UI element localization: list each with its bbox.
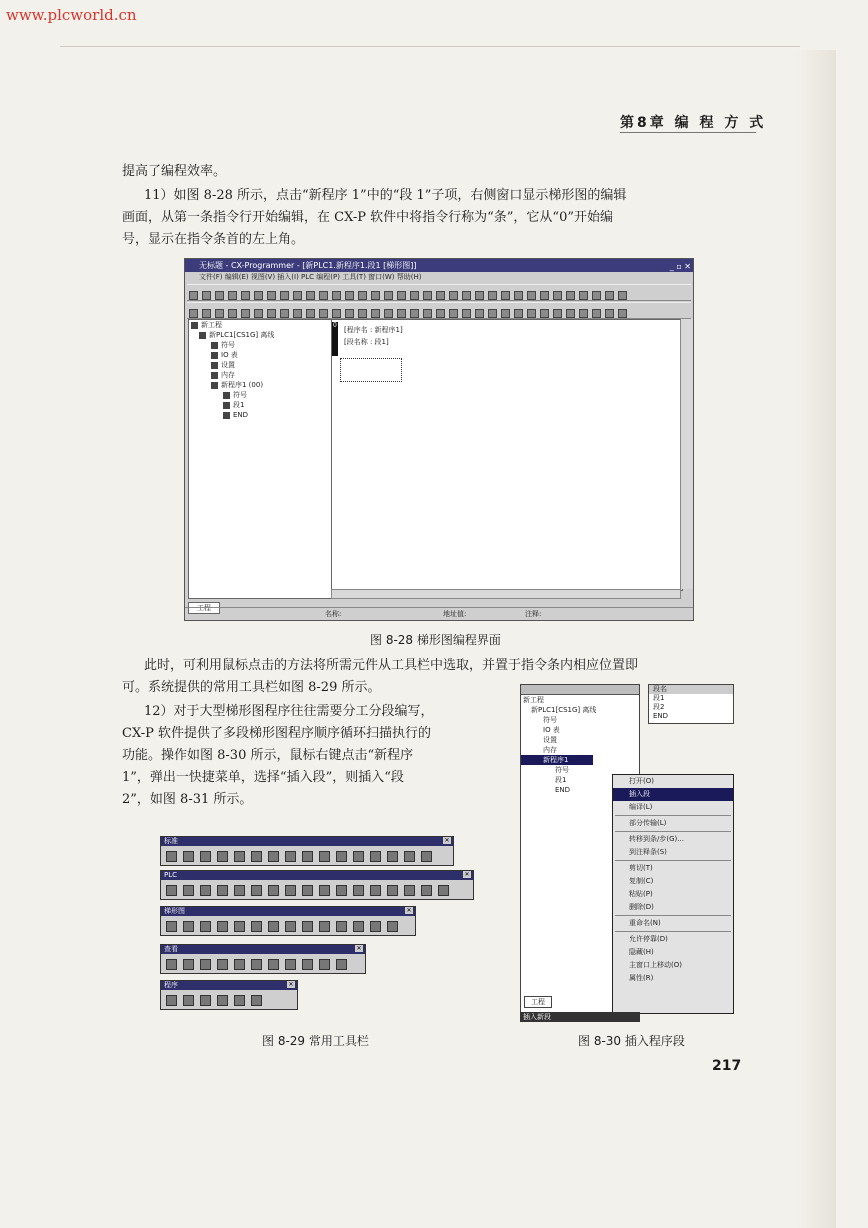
f30-tree-plc[interactable]: 新PLC1[CS1G] 离线 [531, 706, 597, 714]
f30-status-bar: 插入新段 [520, 1012, 640, 1022]
figure-8-28-caption: 图 8-28 梯形图编程界面 [370, 633, 501, 647]
tree-item-project[interactable]: 新工程 [189, 320, 331, 330]
section-list-item[interactable]: 段1 [653, 694, 665, 702]
tree-item-plc[interactable]: 新PLC1[CS1G] 离线 [189, 330, 331, 340]
close-icon[interactable]: ✕ [406, 907, 412, 914]
toolbar-row-2[interactable] [187, 302, 691, 319]
menu-item-allow-docking[interactable]: 允许停靠(D) [629, 935, 668, 943]
window-title: 无标题 - CX-Programmer - [新PLC1.新程序1.段1 [梯形图]] [199, 261, 417, 270]
menu-item-compile[interactable]: 编译(L) [629, 803, 653, 811]
toolbar-ladder[interactable] [160, 906, 416, 936]
tree-item-memory[interactable]: 内存 [189, 370, 331, 380]
status-name: 名称: [325, 610, 342, 618]
tab-project[interactable]: 工程 [188, 602, 220, 614]
menu-item-partial-transfer[interactable]: 部分传输(L) [629, 819, 667, 827]
symbols-icon [211, 342, 218, 349]
page-edge-shadow [796, 50, 836, 1228]
page-number: 217 [712, 1058, 742, 1074]
f30-section-list[interactable] [648, 684, 734, 724]
rung-number: 0 [333, 322, 337, 329]
menu-item-open[interactable]: 打开(O) [629, 777, 654, 785]
program-icon [211, 382, 218, 389]
rung-info [344, 324, 403, 348]
close-icon[interactable]: ✕ [464, 871, 470, 878]
paragraph-2-line-2: 画面，从第一条指令行开始编辑，在 CX-P 软件中将指令行称为“条”，它从“0”开始编 [122, 210, 613, 225]
toolbar-plc[interactable] [160, 870, 474, 900]
status-address: 地址值: [443, 610, 467, 618]
tree-item-section-1[interactable]: 段1 [189, 400, 331, 410]
paragraph-4-line-1: 12）对于大型梯形图程序往往需要分工分段编写， [144, 704, 434, 719]
tree-item-program-symbols[interactable]: 符号 [189, 390, 331, 400]
paragraph-2-line-1: 11）如图 8-28 所示，点击“新程序 1”中的“段 1”子项，右侧窗口显示梯形图的编辑 [144, 188, 627, 203]
io-table-icon [211, 352, 218, 359]
menu-item-cut[interactable]: 剪切(T) [629, 864, 653, 872]
menu-item-move-main-window[interactable]: 主窗口上移动(O) [629, 961, 682, 969]
f30-tree-end[interactable]: END [555, 786, 571, 794]
chapter-header: 第8章 编 程 方 式 [620, 115, 767, 131]
close-icon[interactable]: ✕ [356, 945, 362, 952]
settings-icon [211, 362, 218, 369]
tree-item-end[interactable]: END [189, 410, 331, 420]
f30-tree-program-symbols[interactable]: 符号 [555, 766, 569, 774]
vertical-scrollbar[interactable] [680, 319, 693, 589]
toolbar-view[interactable] [160, 944, 366, 974]
menu-divider [615, 860, 731, 861]
menu-item-delete[interactable]: 删除(D) [629, 903, 654, 911]
status-comment: 注释: [525, 610, 542, 618]
horizontal-scrollbar[interactable] [331, 589, 681, 599]
toolbar-view-title: 查看 [164, 945, 178, 953]
context-menu[interactable] [612, 774, 734, 1014]
toolbar-standard[interactable] [160, 836, 454, 866]
paragraph-3-line-1: 此时，可利用鼠标点击的方法将所需元件从工具栏中选取，并置于指令条内相应位置即 [144, 658, 639, 673]
tree-item-io-table[interactable]: IO 表 [189, 350, 331, 360]
section-icon [223, 402, 230, 409]
section-name-label: [段名称 : 段1] [344, 338, 389, 346]
tree-item-settings[interactable]: 设置 [189, 360, 331, 370]
f30-tree-titlebar [521, 685, 639, 695]
project-icon [191, 322, 198, 329]
f30-tree-settings[interactable]: 设置 [543, 736, 557, 744]
paragraph-4-line-2: CX-P 软件提供了多段梯形图程序顺序循环扫描执行的 [122, 726, 432, 741]
paragraph-4-line-5: 2”，如图 8-31 所示。 [122, 792, 253, 807]
f30-tree-section-1[interactable]: 段1 [555, 776, 567, 784]
menu-divider [615, 831, 731, 832]
toolbar-program-title: 程序 [164, 981, 178, 989]
watermark-url[interactable]: www.plcworld.cn [6, 6, 137, 24]
paragraph-3-line-2: 可。系统提供的常用工具栏如图 8-29 所示。 [122, 680, 381, 695]
section-list-header: 段名 [649, 685, 733, 694]
f30-tree-io-table[interactable]: IO 表 [543, 726, 560, 734]
menu-item-goto-comment[interactable]: 到注释条(S) [629, 848, 667, 856]
figure-8-29-caption: 图 8-29 常用工具栏 [262, 1034, 369, 1048]
menu-divider [615, 915, 731, 916]
paragraph-1: 提高了编程效率。 [122, 164, 227, 179]
status-bar [185, 607, 693, 620]
menu-bar[interactable]: 文件(F) 编辑(E) 视图(V) 插入(I) PLC 编程(P) 工具(T) 窗口(W) 帮助(H) [199, 273, 422, 281]
menu-item-copy[interactable]: 复制(C) [629, 877, 654, 885]
f30-tree-symbols[interactable]: 符号 [543, 716, 557, 724]
menu-divider [615, 931, 731, 932]
menu-item-goto-rung[interactable]: 转移到条/步(G)... [629, 835, 684, 843]
figure-8-30 [520, 684, 736, 1024]
header-rule [620, 132, 756, 133]
paragraph-4-line-4: 1”，弹出一快捷菜单，选择“插入段”，则插入“段 [122, 770, 404, 785]
project-tree[interactable] [188, 319, 332, 599]
window-title-bar [185, 259, 693, 272]
tree-item-symbols[interactable]: 符号 [189, 340, 331, 350]
symbols-icon [223, 392, 230, 399]
ladder-editor[interactable] [331, 319, 683, 591]
close-icon[interactable]: ✕ [288, 981, 294, 988]
program-name-label: [程序名 : 新程序1] [344, 326, 403, 334]
menu-item-rename[interactable]: 重命名(N) [629, 919, 661, 927]
toolbar-standard-title: 标准 [164, 837, 178, 845]
figure-8-28-window [184, 258, 694, 621]
tree-item-program[interactable]: 新程序1 (00) [189, 380, 331, 390]
menu-item-paste[interactable]: 粘贴(P) [629, 890, 653, 898]
f30-tree-project[interactable]: 新工程 [523, 696, 544, 704]
menu-divider [615, 815, 731, 816]
toolbar-program[interactable] [160, 980, 298, 1010]
f30-tab-project[interactable]: 工程 [524, 996, 552, 1008]
window-controls[interactable]: _ ▫ ✕ [669, 262, 691, 271]
paragraph-2-line-3: 号，显示在指令条首的左上角。 [122, 232, 305, 247]
toolbar-plc-title: PLC [164, 871, 178, 879]
edit-cursor[interactable] [340, 358, 402, 382]
section-list-item[interactable]: END [653, 712, 669, 720]
section-list-item[interactable]: 段2 [653, 703, 665, 711]
figure-8-30-caption: 图 8-30 插入程序段 [578, 1034, 685, 1048]
section-icon [223, 412, 230, 419]
toolbar-row-1[interactable] [187, 284, 691, 301]
f30-tree-program-selected[interactable]: 新程序1 [521, 755, 593, 765]
memory-icon [211, 372, 218, 379]
plc-icon [199, 332, 206, 339]
menu-item-properties[interactable]: 属性(R) [629, 974, 654, 982]
paragraph-4-line-3: 功能。操作如图 8-30 所示，鼠标右键点击“新程序 [122, 748, 414, 763]
toolbar-ladder-title: 梯形图 [164, 907, 185, 915]
menu-item-insert-section[interactable]: 插入段 [613, 788, 733, 801]
top-rule [60, 46, 800, 47]
f30-tree-memory[interactable]: 内存 [543, 746, 557, 754]
menu-item-hide[interactable]: 隐藏(H) [629, 948, 654, 956]
close-icon[interactable]: ✕ [444, 837, 450, 844]
